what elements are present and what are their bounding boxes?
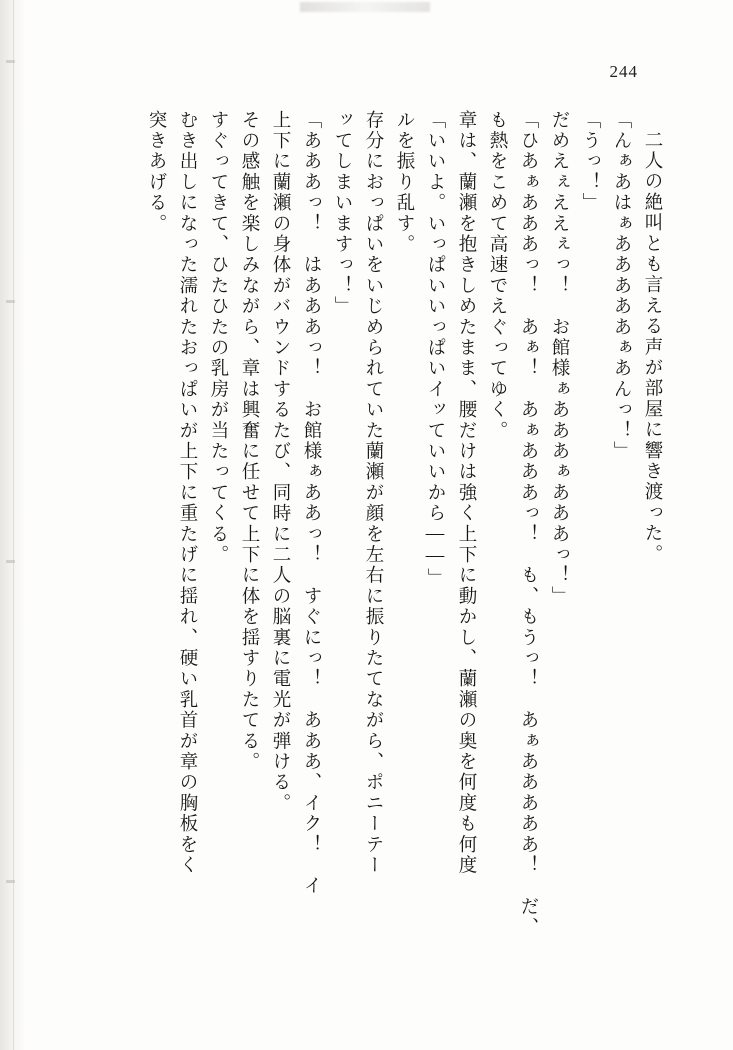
text-column: 上下に蘭瀬の身体がバウンドするたび、同時に二人の脳裏に電光が弾ける。 bbox=[270, 110, 290, 814]
text-column: だめえぇええぇっ！ お館様ぁあああぁあああっ！」 bbox=[549, 110, 569, 607]
text-column: も熱をこめて高速でえぐってゆく。 bbox=[487, 110, 507, 442]
gutter-speck bbox=[6, 300, 15, 303]
text-column: 「んぁあはぁあああああぁあんっ！」 bbox=[611, 110, 631, 462]
text-column: 突きあげる。 bbox=[146, 110, 166, 235]
text-column: その感触を楽しみながら、章は興奮に任せて上下に体を揺すりたてる。 bbox=[239, 110, 259, 773]
text-column: 章は、蘭瀬を抱きしめたまま、腰だけは強く上下に動かし、蘭瀬の奥を何度も何度 bbox=[456, 110, 476, 876]
page-gutter-line bbox=[13, 0, 14, 1050]
text-column: 二人の絶叫とも言える声が部屋に響き渡った。 bbox=[642, 130, 662, 565]
text-column: すぐってきて、ひたひたの乳房が当たってくる。 bbox=[208, 110, 228, 566]
vertical-text-block bbox=[134, 110, 662, 938]
text-column: 「ひあぁあああっ！ あぁ！ あぁあああっ！ も、もうっ！ あぁあああああ！ だ、 bbox=[518, 110, 538, 938]
gutter-speck bbox=[6, 60, 15, 63]
gutter-speck bbox=[6, 880, 15, 883]
page-number: 244 bbox=[609, 62, 638, 81]
text-column: ッてしまいますっ！」 bbox=[332, 110, 352, 317]
gutter-speck bbox=[6, 560, 15, 563]
text-column: 存分におっぱいをいじめられていた蘭瀬が顔を左右に振りたてながら、ポニーテー bbox=[363, 110, 383, 876]
text-column: 「あああっ！ はあああっ！ お館様ぁああっ！ すぐにっ！ あああ、イク！ イ bbox=[301, 110, 321, 897]
text-column: むき出しになった濡れたおっぱいが上下に重たげに揺れ、硬い乳首が章の胸板をく bbox=[177, 110, 197, 876]
text-column: 「いいよ。いっぱいいっぱいイッていいから――」 bbox=[425, 110, 445, 590]
text-column: ルを振り乱す。 bbox=[394, 110, 414, 255]
scan-smudge bbox=[300, 2, 430, 12]
text-column: 「うっ！」 bbox=[580, 110, 600, 214]
